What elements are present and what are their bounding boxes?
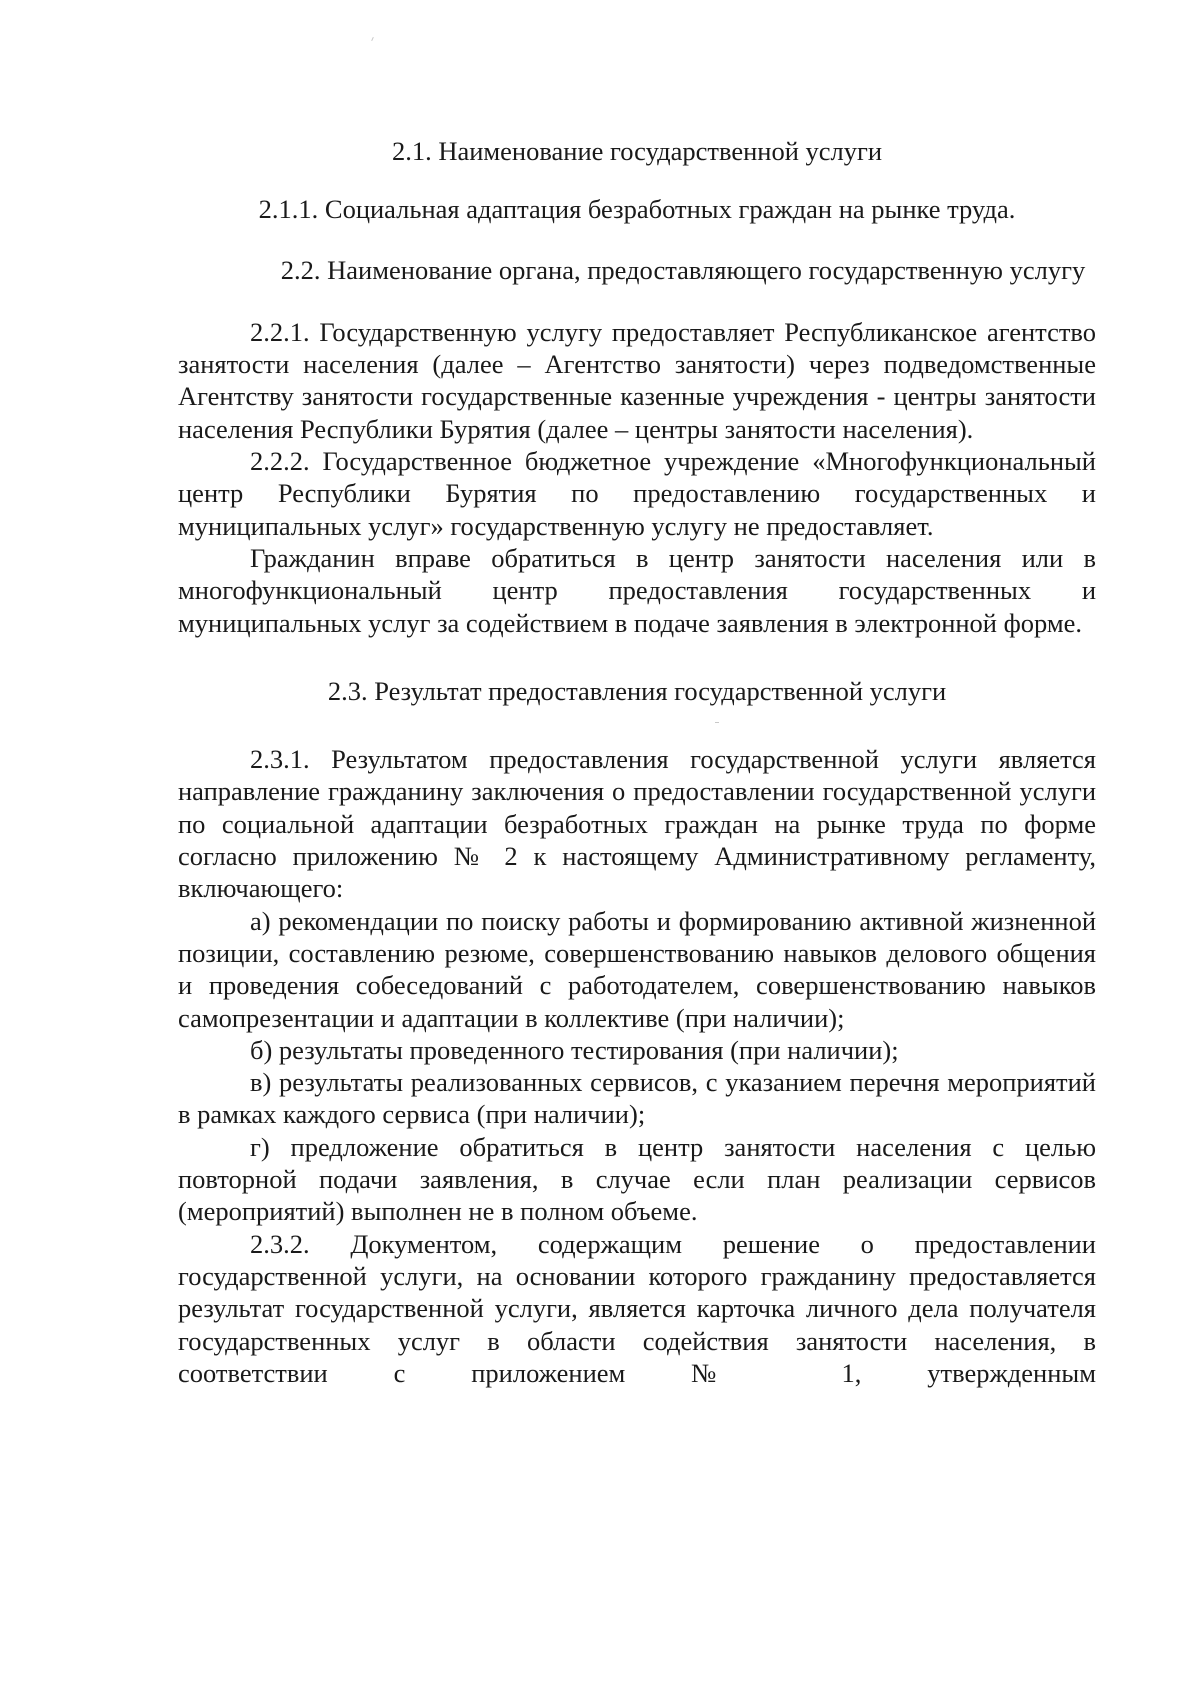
clause-2-2-2: 2.2.2. Государственное бюджетное учреждение «Многофункциональный центр Республики Бурятия по предоставлению государственных и муниципальных услуг» государственную услугу не предоставляет.	[178, 446, 1096, 541]
clause-2-3-1: 2.3.1. Результатом предоставления государственной услуги является направление гражданину заключения о предоставлении государственной услуги по социальной адаптации безработных граждан на рынке труда по форме согласно приложению № 2 к настоящему Административному регламенту, включающего:	[178, 744, 1096, 904]
document-body	[178, 135, 1096, 1389]
paragraph-citizen-right: Гражданин вправе обратиться в центр занятости населения или в многофункциональный центр предоставления государственных и муниципальных услуг за содействием в подаче заявления в электронной форме.	[178, 542, 1096, 638]
heading-2-1: 2.1. Наименование государственной услуги	[391, 136, 883, 166]
list-item-g: г) предложение обратиться в центр занятости населения с целью повторной подачи заявления, в случае если план реализации сервисов (мероприятий) выполнен не в полном объеме.	[178, 1131, 1096, 1227]
list-item-b: б) результаты проведенного тестирования (при наличии);	[250, 1034, 899, 1065]
heading-2-3: 2.3. Результат предоставления государственной услуги	[327, 675, 947, 706]
scan-artifact	[371, 37, 374, 41]
clause-2-3-2: 2.3.2. Документом, содержащим решение о предоставлении государственной услуги, на основании которого гражданину предоставляется результат государственной услуги, является карточка личного дела получателя государственных услуг в области содействия занятости населения, в соответствии с приложением № 1, утвержденным	[178, 1228, 1096, 1388]
clause-2-2-1: 2.2.1. Государственную услугу предоставляет Республиканское агентство занятости населения (далее – Агентство занятости) через подведомственные Агентству занятости государственные казенные учреждения - центры занятости населения Республики Бурятия (далее – центры занятости населения).	[178, 316, 1096, 444]
list-item-v: в) результаты реализованных сервисов, с указанием перечня мероприятий в рамках каждого сервиса (при наличии);	[178, 1067, 1096, 1130]
clause-2-1-1: 2.1.1. Социальная адаптация безработных граждан на рынке труда.	[258, 194, 1016, 225]
list-item-a: а) рекомендации по поиску работы и формированию активной жизненной позиции, составлению резюме, совершенствованию навыков делового общения и проведения собеседований с работодателем, совершенствованию навыков самопрезентации и адаптации в коллективе (при наличии);	[178, 905, 1096, 1033]
heading-2-2: 2.2. Наименование органа, предоставляющего государственную услугу	[280, 254, 1086, 285]
